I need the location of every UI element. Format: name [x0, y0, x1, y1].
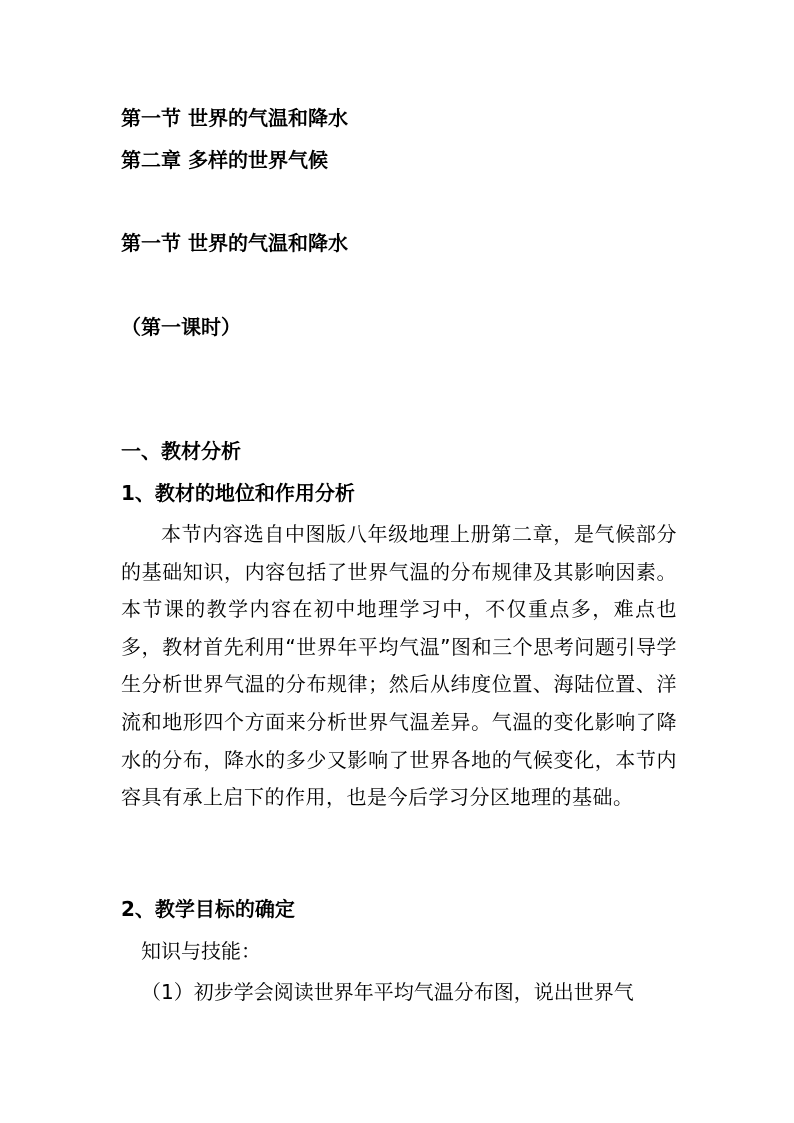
- part1-heading: 一、教材分析: [121, 439, 241, 463]
- objective-1: （1）初步学会阅读世界年平均气温分布图，说出世界气: [141, 980, 634, 1004]
- chapter-title: 第二章 多样的世界气候: [121, 148, 328, 172]
- item1-paragraph: 本节内容选自中图版八年级地理上册第二章，是气候部分的基础知识，内容包括了世界气温的分布规律及其影响因素。本节课的教学内容在初中地理学习中，不仅重点多，难点也多，教材首先利用“世界年平均气温”图和三个思考问题引导学生分析世界气温的分布规律；然后从纬度位置、海陆位置、洋流和地形四个方面来分析世界气温差异。气温的变化影响了降水的分布，降水的多少又影响了世界各地的气候变化，本节内容具有承上启下的作用，也是今后学习分区地理的基础。: [121, 522, 677, 810]
- header-section-title: 第一节 世界的气温和降水: [121, 106, 348, 130]
- lesson-period: （第一课时）: [121, 315, 241, 339]
- item1-heading: 1、教材的地位和作用分析: [121, 481, 355, 505]
- section-title: 第一节 世界的气温和降水: [121, 231, 348, 255]
- item2-heading: 2、教学目标的确定: [121, 897, 295, 921]
- knowledge-heading: 知识与技能：: [141, 939, 261, 963]
